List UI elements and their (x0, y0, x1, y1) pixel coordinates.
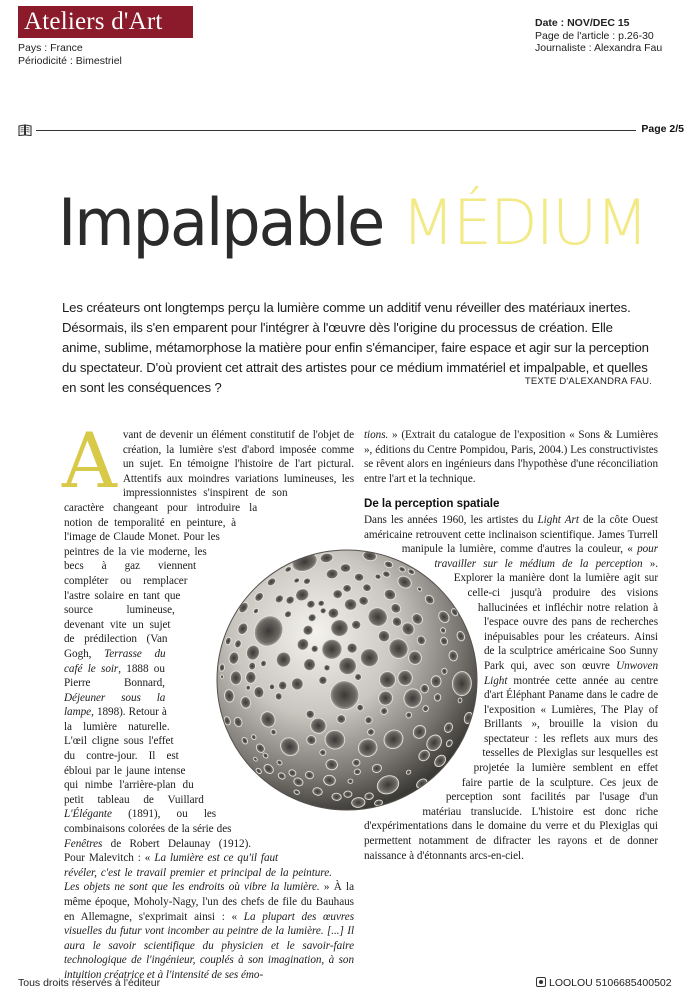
sphere-perforation (354, 769, 361, 775)
artwork-title: Fenêtres (64, 837, 103, 850)
sphere-perforation (278, 681, 287, 690)
journalist-label: Journaliste : Alexandra Fau (535, 42, 663, 54)
quotation: La lumière est ce qu'il faut révéler, c'est le travail premier et principal de la peinture. Les objets ne sont que les endroits où vibre la lumière. (64, 852, 332, 894)
headline-word-impalpable: Impalpable (58, 184, 384, 261)
sphere-perforation (246, 685, 251, 690)
sphere-perforation (230, 671, 241, 685)
body-text: montrée cette année au centre d'art Éléphant Paname dans le cadre de l'exposition « Lumières, The Play of Brillants », brouille la vision du spectateur : les reflets aux murs des tesselles de Plexiglas sur lesquelles est projetée la lumière semblent en effet faire partie de la sculpture. Ces jeux de perception sont facilités par l'usage d'un matériau translucide. L'histoire est donc riche d'expérimentations dans le domaine du verre et du Plexiglas qui permettent notamment de difracter les rayons et de donner naissance à d'étonnants arcs-en-ciel. (364, 674, 658, 862)
sphere-perforation (248, 662, 256, 671)
body-text: » (Extrait du catalogue de l'exposition « Sons & Lumières », éditions du Centre Pompidou, Paris, 2004.) Les constructivistes se rêvent alors en ingénieurs dans l'hypothèse d'une réconciliation entre l'art et la technique. (364, 429, 658, 485)
sphere-perforation (431, 676, 441, 687)
artwork-title: Déjeuner sous la lampe (64, 691, 166, 719)
body-text: de Robert Delaunay (1912). Pour Malevitch : « (64, 837, 252, 865)
sphere-sculpture-graphic (212, 545, 482, 815)
body-text: (1891), ou les combinaisons colorées de la série des (64, 808, 232, 836)
sphere-perforation (340, 564, 351, 573)
body-text: » À la même époque, Moholy-Nagy, l'un des chefs de file du Bauhaus en Allemagne, s'exprimait ainsi : « (64, 881, 354, 923)
sphere-perforation (343, 585, 352, 593)
article-meta (535, 17, 662, 55)
page-number: Page 2/5 (641, 123, 684, 135)
sphere-perforation (458, 698, 463, 704)
sphere-perforation (344, 598, 357, 610)
publication-meta (18, 42, 122, 67)
sphere-perforation (441, 668, 447, 675)
article-pages-label: Page de l'article : p.26-30 (535, 29, 654, 42)
sphere-perforation (352, 759, 360, 767)
body-text: de la côte Ouest américaine retrouvent cette inclinaison scientifique. James Turrell manipule la lumière, comme d'autres la couleur, « (364, 513, 658, 556)
rights-notice: Tous droits réservés à l'éditeur (18, 977, 161, 989)
headline-word-medium: MÉDIUM (401, 186, 647, 259)
article-intro: Les créateurs ont longtemps perçu la lumière comme un additif venu réveiller des matériaux inertes. Désormais, ils s'en emparent pour l'intégrer à l'œuvre dès l'origine du processus de création. Elle anime, sublime, métamorphose la matière pour enfin s'émanciper, faire espace et agir sur la perception du spectateur. D'où provient cet attrait des artistes pour ce médium immatériel et impalpable, et quelles en sont les conséquences ? (62, 300, 649, 395)
sphere-perforation (338, 657, 356, 675)
sphere-perforation (219, 664, 225, 672)
sphere-perforation (269, 684, 275, 690)
publication-masthead: Ateliers d'Art (18, 6, 193, 38)
quotation: pour travailler sur le médium de la perception (434, 543, 658, 570)
date-label: Date : NOV/DEC 15 (535, 17, 630, 29)
sphere-perforation (221, 675, 224, 679)
sphere-perforation (245, 671, 256, 683)
page-rule (18, 124, 684, 138)
quotation: tions. (364, 429, 389, 441)
article-byline: TEXTE D'ALEXANDRA FAU. (524, 376, 652, 387)
movement-name: Light Art (537, 513, 579, 526)
clipping-logo-icon (536, 977, 546, 987)
drop-cap: A (62, 416, 117, 505)
section-subhead: De la perception spatiale (364, 497, 500, 511)
sphere-perforation (379, 671, 395, 688)
body-text: vant de devenir un élément constitutif de l'objet de création, la lumière s'est d'abord imposée comme un sujet. En témoigne l'histoire de l'art pictural. Attentifs aux moindres variations lumineuses, les impressionnistes s'inspirent de son caractère changeant pour introduire la notion de temporalité en peinture, à l'image de Claude Monet. Pour les peintres de la vie moderne, les becs à gaz viennent compléter ou remplacer l'astre solaire en tant que source lumineuse, devenant vite un sujet de prédilection (Van Gogh, (64, 429, 354, 660)
sphere-perforation (398, 670, 413, 686)
periodicity-label: Périodicité : Bimestriel (18, 54, 122, 67)
sphere-perforation (348, 779, 353, 784)
body-text: Dans les années 1960, les artistes du (364, 513, 538, 526)
body-text: ». Explorer la manière dont la lumière agit sur celle-ci jusqu'à produire des visions hallucinées et infléchir notre relation à l'espace ouvre des pans de recherches inépuisables pour les créateurs. Ainsi de la sculptrice américaine Soo Sunny Park qui, avec son œuvre (453, 557, 658, 672)
country-label: Pays : France (18, 42, 83, 54)
artwork-title: Terrasse du café le soir (64, 647, 166, 675)
body-text: , 1888 ou Pierre Bonnard, (64, 662, 165, 690)
sphere-sculpture-image (212, 545, 482, 815)
clipping-reference (536, 977, 672, 989)
body-text: , 1898). Retour à la lumière naturelle. L'œil cligne sous l'effet du contre-jour. Il est ébloui par le jaune intense qui nimbe l'arrière-plan du petit tableau de Vuillard (64, 706, 204, 806)
sphere-perforation (452, 671, 472, 696)
artwork-title: L'Élégante (64, 808, 112, 821)
divider (36, 130, 636, 131)
reference-code: LOOLOU 5106685400502 (549, 977, 672, 989)
artwork-title: Unwoven Light (484, 659, 658, 687)
article-headline (58, 183, 647, 263)
quotation: La plupart des œuvres visuelles du futur vont incomber au peintre de la lumière. [...] Il aura le savoir scientifique du physicien et le savoir-faire technologique de l'ingénieur, couplés à son imagination, à son intuition créatrice et à l'intensité de ses émo- (64, 910, 355, 981)
book-icon (18, 124, 32, 136)
sphere-perforation (344, 791, 352, 797)
sphere-perforation (319, 676, 327, 684)
